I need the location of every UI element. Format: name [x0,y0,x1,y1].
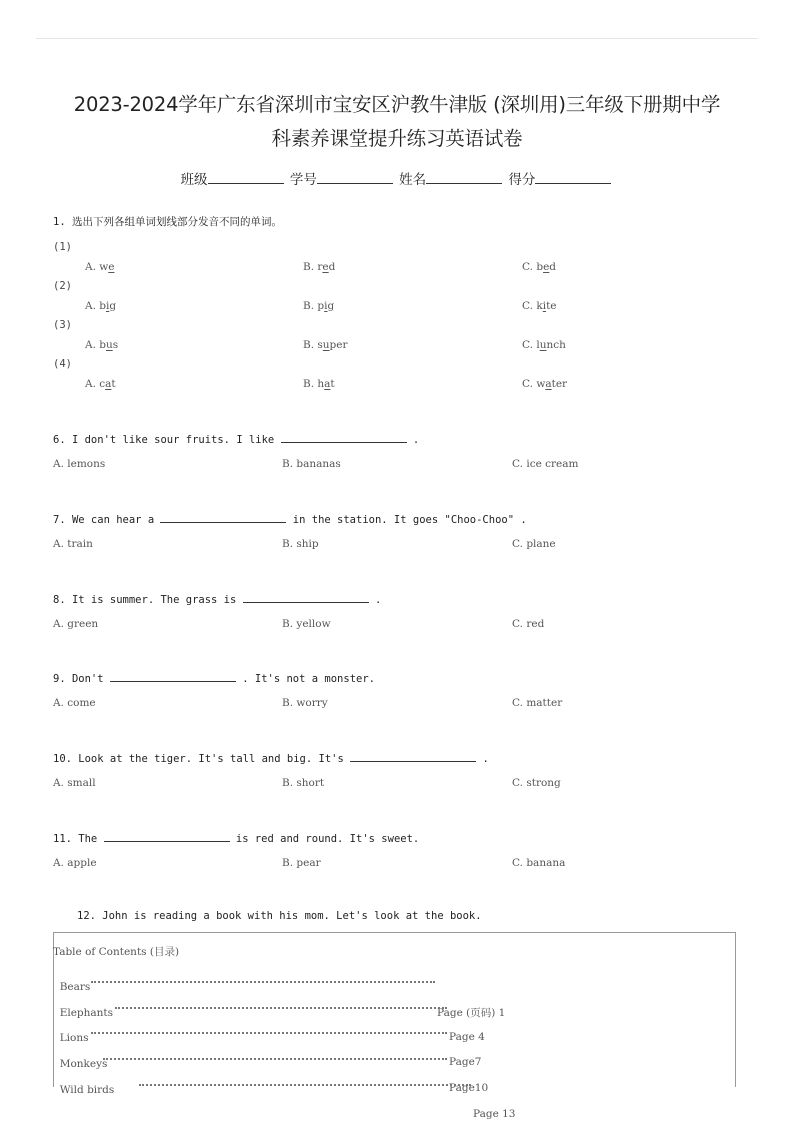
score-label: 得分 [508,172,536,188]
q1-g1-option-a[interactable]: A. we [85,261,115,273]
leader-dots [91,1032,447,1036]
option-c[interactable]: C. strong [512,777,561,789]
q1-g2-option-b[interactable]: B. pig [303,300,335,312]
q1-group-num: (2) [53,280,72,292]
score-blank[interactable] [535,171,611,184]
q1-g1-option-c[interactable]: C. bed [522,261,557,273]
option-a[interactable]: A. small [53,777,96,789]
option-c[interactable]: C. banana [512,857,566,869]
student-info-row [0,168,794,188]
leader-dots [139,1084,471,1088]
header-divider [36,38,758,39]
answer-blank[interactable] [104,831,230,842]
q1-g2-option-c[interactable]: C. kite [522,300,557,312]
option-b[interactable]: B. pear [282,857,321,869]
option-c[interactable]: C. matter [512,697,563,709]
question-stem: 7. We can hear a in the station. It goes "Choo-Choo" . [53,514,527,526]
question-stem: 11. The is red and round. It's sweet. [53,833,420,845]
q1-g4-option-a[interactable]: A. cat [85,378,116,390]
q1-group-num: (4) [53,358,72,370]
option-a[interactable]: A. apple [53,857,97,869]
toc-entry: Lions Page7 [59,1032,482,1068]
toc-entry: Wild birds Page 13 [59,1084,516,1120]
option-a[interactable]: A. come [53,697,96,709]
option-b[interactable]: B. bananas [282,458,341,470]
q12-stem: 12. John is reading a book with his mom. Let's look at the book. [77,910,482,922]
page-title-line1: 2023-2024学年广东省深圳市宝安区沪教牛津版 (深圳用)三年级下册期中学 [73,93,721,116]
class-blank[interactable] [208,171,284,184]
number-label: 学号 [289,172,317,188]
name-label: 姓名 [399,172,427,188]
question-stem: 9. Don't . It's not a monster. [53,673,375,685]
option-b[interactable]: B. short [282,777,325,789]
toc-entry: Bears Page (页码) 1 [59,981,506,1019]
option-b[interactable]: B. ship [282,538,319,550]
question-stem: 6. I don't like sour fruits. I like . [53,434,420,446]
q1-stem: 1. 选出下列各组单词划线部分发音不同的单词。 [53,216,282,228]
q1-g1-option-b[interactable]: B. red [303,261,336,273]
q1-g3-option-b[interactable]: B. super [303,339,348,351]
question-stem: 8. It is summer. The grass is . [53,594,382,606]
page-title-line2: 科素养课堂提升练习英语试卷 [271,127,523,150]
answer-blank[interactable] [350,751,476,762]
option-a[interactable]: A. train [53,538,93,550]
q1-g3-option-a[interactable]: A. bus [85,339,119,351]
q1-group-num: (1) [53,241,72,253]
option-a[interactable]: A. green [53,618,99,630]
question-stem: 10. Look at the tiger. It's tall and big. It's . [53,753,489,765]
option-c[interactable]: C. red [512,618,545,630]
toc-entry: Elephants Page 4 [59,1007,485,1043]
name-blank[interactable] [426,171,502,184]
option-a[interactable]: A. lemons [53,458,106,470]
toc-entry: Monkeys Page10 [59,1058,489,1094]
leader-dots [115,1007,447,1011]
q1-g4-option-b[interactable]: B. hat [303,378,335,390]
answer-blank[interactable] [281,432,407,443]
option-b[interactable]: B. yellow [282,618,331,630]
number-blank[interactable] [317,171,393,184]
answer-blank[interactable] [243,592,369,603]
q1-g3-option-c[interactable]: C. lunch [522,339,566,351]
option-b[interactable]: B. worry [282,697,328,709]
option-c[interactable]: C. ice cream [512,458,579,470]
q1-g4-option-c[interactable]: C. water [522,378,568,390]
class-label: 班级 [180,172,208,188]
q1-group-num: (3) [53,319,72,331]
q1-g2-option-a[interactable]: A. big [85,300,117,312]
toc-title: Table of Contents (目录) [53,946,180,958]
leader-dots [103,1058,447,1062]
leader-dots [91,981,435,985]
option-c[interactable]: C. plane [512,538,556,550]
answer-blank[interactable] [110,671,236,682]
answer-blank[interactable] [160,512,286,523]
